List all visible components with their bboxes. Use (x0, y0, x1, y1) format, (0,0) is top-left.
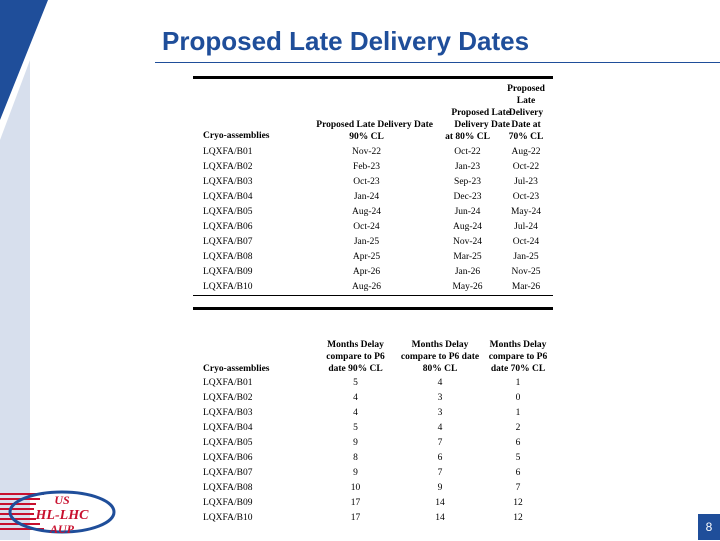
table1-cell: Jul-23 (514, 177, 538, 187)
table1-header-70cl-line1: Proposed (507, 84, 545, 94)
table1-cell: Nov-22 (351, 147, 382, 157)
table2-header-90cl-line3: date 90% CL (328, 364, 383, 374)
table1-cell: Oct-22 (454, 147, 481, 157)
table1-cell: LQXFA/B02 (203, 162, 253, 172)
table1-header-80cl-line1: Proposed Late (451, 108, 510, 118)
table2-cell: 6 (437, 453, 443, 463)
table2-cell: 1 (515, 378, 521, 388)
table2-cell: 17 (350, 513, 361, 523)
table1-cell: Mar-26 (511, 282, 541, 292)
table1-header-70cl-line5: 70% CL (508, 132, 544, 142)
page-number: 8 (698, 514, 720, 540)
table2-cell: 6 (515, 468, 521, 478)
table2-header-80cl-line1: Months Delay (411, 340, 469, 350)
table1-cell: Aug-24 (452, 222, 483, 232)
table1-top-rule (193, 76, 553, 79)
table2-header-cryo: Cryo-assemblies (203, 364, 270, 374)
table1-cell: Jan-23 (454, 162, 481, 172)
table2-cell: 4 (437, 423, 443, 433)
table2-cell: 4 (353, 408, 358, 418)
table2-cell: 9 (353, 468, 358, 478)
table2-cell: LQXFA/B04 (203, 423, 253, 433)
table2-cell: 2 (515, 423, 521, 433)
table1-header-70cl-line3: Delivery (508, 108, 544, 118)
table1-cell: Jun-24 (454, 207, 481, 217)
table1-cell: Jan-25 (353, 237, 380, 247)
table2-cell: 3 (437, 408, 443, 418)
table2-cell: 14 (435, 498, 445, 508)
table1-cell: Mar-25 (453, 252, 482, 262)
table1-header-80cl-line3: at 80% CL (445, 132, 490, 142)
table2-header-70cl-line3: date 70% CL (490, 364, 546, 374)
table2-cell: 7 (437, 468, 443, 478)
table2-cell: LQXFA/B05 (203, 438, 253, 448)
table2-header-80cl-line3: 80% CL (422, 364, 458, 374)
table1-cell: Jan-24 (353, 192, 380, 202)
table1-cell: May-24 (510, 207, 542, 217)
table1-cell: Aug-22 (511, 147, 541, 157)
table1-header-90cl-part2: 90% CL (349, 132, 384, 142)
table2-cell: 5 (353, 423, 358, 433)
table1-cell: Dec-23 (453, 192, 482, 202)
table2-cell: 7 (437, 438, 443, 448)
table1-header-70cl-line4: Date at (511, 120, 541, 130)
table2-cell: 12 (513, 513, 523, 523)
table1-cell: Oct-23 (512, 192, 540, 202)
table1-header-80cl-line2: Delivery Date (454, 120, 510, 130)
table2-cell: 14 (435, 513, 445, 523)
table1-cell: Oct-24 (512, 237, 540, 247)
table2-header-70cl-line2: compare to P6 (488, 352, 548, 362)
table1-cell: LQXFA/B01 (203, 147, 253, 157)
table1-cell: Nov-24 (452, 237, 483, 247)
table2-cell: 4 (437, 378, 443, 388)
table1-cell: LQXFA/B09 (203, 267, 253, 277)
table1-cell: May-26 (452, 282, 483, 292)
table2-cell: 6 (515, 438, 521, 448)
table2-cell: 3 (437, 393, 443, 403)
table2-cell: 9 (437, 483, 443, 493)
table2-cell: 8 (353, 453, 358, 463)
table2-cell: LQXFA/B07 (203, 468, 253, 478)
table2-cell: LQXFA/B02 (203, 393, 253, 403)
table2-cell: 9 (353, 438, 358, 448)
table2-cell: LQXFA/B10 (203, 513, 253, 523)
table2-cell: 5 (353, 378, 358, 388)
table1-cell: Jan-26 (454, 267, 481, 277)
table2-cell: LQXFA/B01 (203, 378, 253, 388)
table2-header-70cl-line1: Months Delay (489, 340, 547, 350)
table2-cell: 17 (350, 498, 361, 508)
table1-bottom-rule (193, 295, 553, 296)
svg-text:US: US (54, 493, 70, 507)
svg-text:AUP: AUP (50, 522, 74, 536)
table1-cell: Jul-24 (514, 222, 538, 232)
table2-header-90cl-line2: compare to P6 (326, 352, 385, 362)
table1-cell: Nov-25 (511, 267, 541, 277)
table2-cell: 5 (515, 453, 521, 463)
table1-header-70cl-line2: Late (516, 96, 536, 106)
table1-cell: Oct-22 (512, 162, 540, 172)
us-hl-lhc-aup-logo (0, 488, 120, 536)
table2-cell: 4 (353, 393, 358, 403)
table1-cell: LQXFA/B04 (203, 192, 253, 202)
table2-cell: 12 (513, 498, 523, 508)
slide-title: Proposed Late Delivery Dates (162, 26, 530, 56)
table1-cell: Oct-24 (353, 222, 380, 232)
table2-cell: LQXFA/B03 (203, 408, 253, 418)
table1-cell: Feb-23 (353, 162, 380, 172)
table2-header-80cl-line2: compare to P6 date (400, 352, 480, 362)
table1-cell: Oct-23 (353, 177, 380, 187)
table1-cell: LQXFA/B10 (203, 282, 253, 292)
table1-cell: LQXFA/B07 (203, 237, 253, 247)
table1-cell: Sep-23 (454, 177, 481, 187)
table2-top-rule (193, 307, 553, 310)
table2-cell: LQXFA/B09 (203, 498, 253, 508)
table1-cell: Aug-26 (351, 282, 382, 292)
table2-cell: 0 (515, 393, 521, 403)
table1-cell: Apr-26 (352, 267, 381, 277)
table2-cell: LQXFA/B08 (203, 483, 253, 493)
table1-header-cryo: Cryo-assemblies (203, 131, 270, 141)
table2-cell: 10 (350, 483, 361, 493)
svg-text:HL-LHC: HL-LHC (35, 508, 89, 523)
table2-header-90cl-line1: Months Delay (327, 340, 384, 350)
table2-cell: LQXFA/B06 (203, 453, 253, 463)
table1-cell: Aug-24 (351, 207, 382, 217)
left-decorative-bar (0, 0, 48, 540)
title-underline (155, 62, 720, 63)
table2-cell: 7 (515, 483, 521, 493)
table1-header-90cl-part1: Proposed Late Delivery Date (316, 120, 433, 130)
table1-cell: LQXFA/B05 (203, 207, 253, 217)
table1-cell: LQXFA/B06 (203, 222, 253, 232)
table2-cell: 1 (515, 408, 521, 418)
table1-cell: Apr-25 (352, 252, 381, 262)
table1-cell: LQXFA/B03 (203, 177, 253, 187)
table1-cell: Jan-25 (513, 252, 539, 262)
table1-cell: LQXFA/B08 (203, 252, 253, 262)
